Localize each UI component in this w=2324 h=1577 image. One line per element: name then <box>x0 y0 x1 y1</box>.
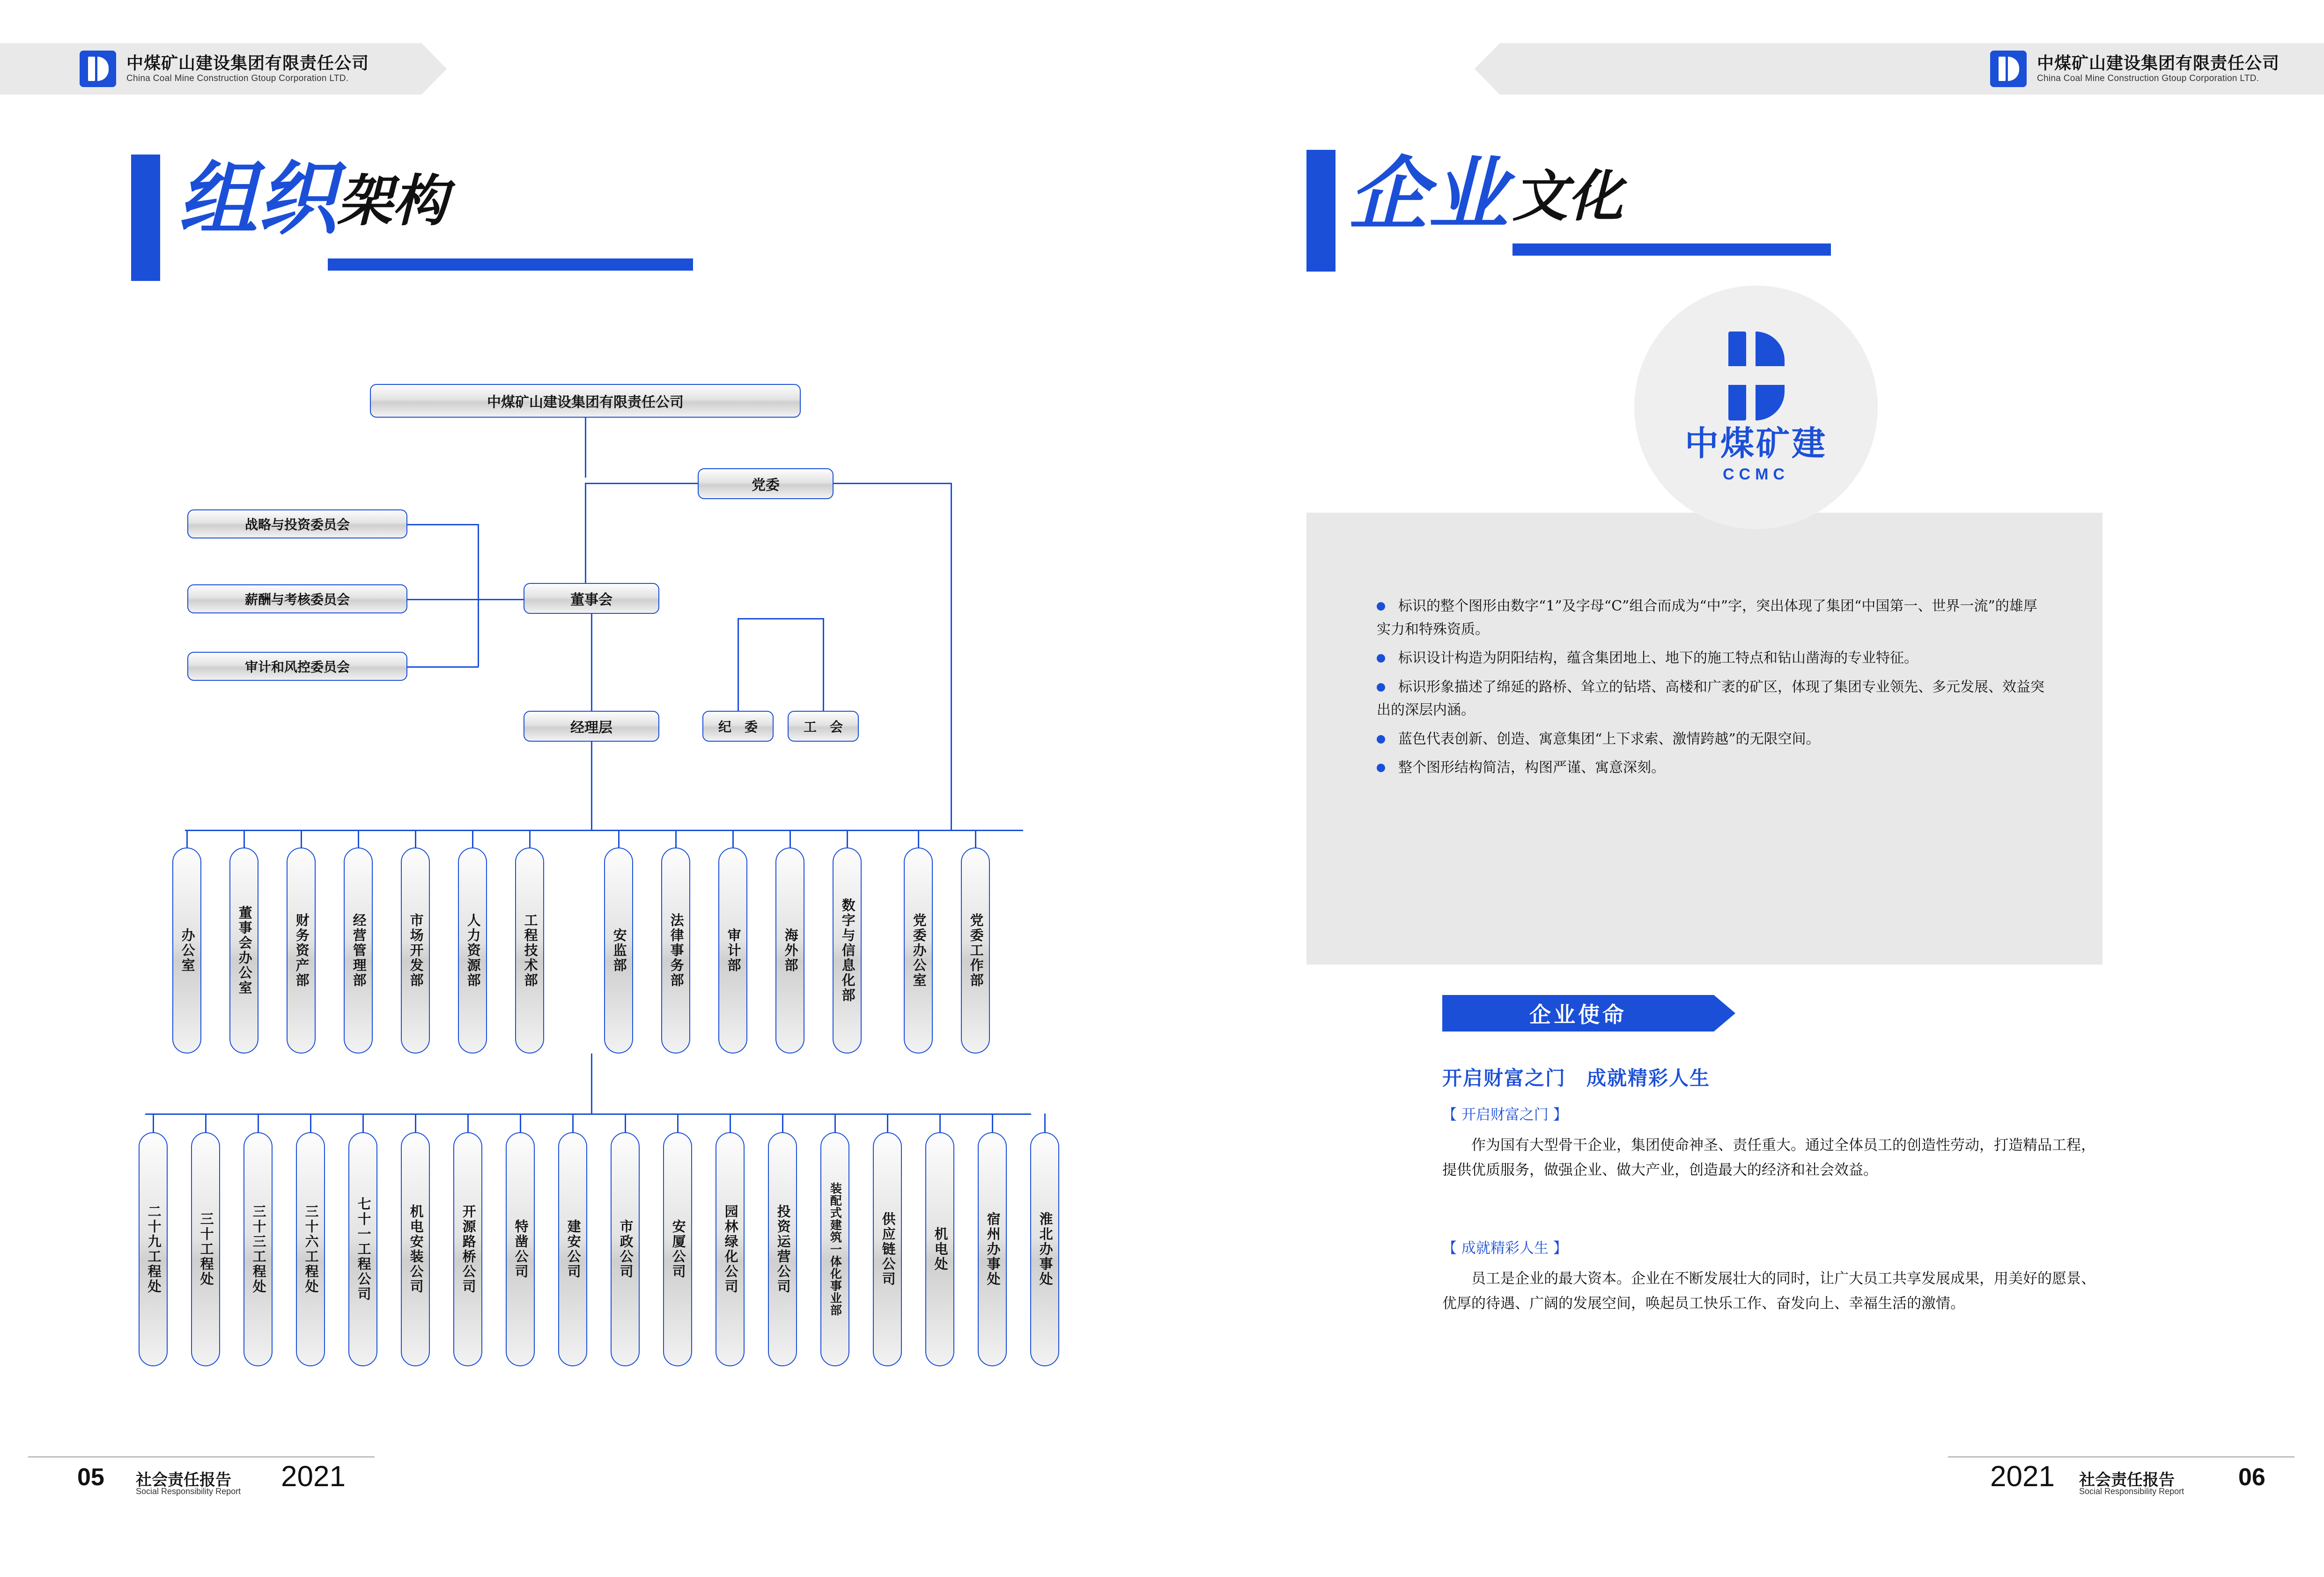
logo-explanation-text: 标识的整个图形由数字“1”及字母“C”组合而成为“中”字，突出体现了集团“中国第一、世界一流”的雄厚实力和特殊资质。 <box>1377 598 2037 638</box>
title-accent-bar <box>1306 150 1335 272</box>
logo-explanation-list <box>1377 595 2046 785</box>
org-node-dept: 数字与信息化部 <box>833 847 862 1054</box>
org-node-dept: 海外部 <box>775 847 804 1054</box>
org-node-party-committee: 党委 <box>698 468 834 499</box>
logo-explanation-text: 蓝色代表创新、创造、寓意集团“上下求索、激情跨越”的无限空间。 <box>1398 730 1820 747</box>
org-node-subsidiary: 装配式建筑一体化事业部 <box>820 1132 849 1366</box>
connector <box>585 418 586 478</box>
right-footer-report-cn: 社会责任报告 <box>2079 1471 2175 1489</box>
left-footer-rule <box>28 1456 375 1458</box>
connector <box>939 1113 941 1133</box>
connector <box>730 1113 731 1133</box>
org-node-dept: 安监部 <box>604 847 633 1054</box>
connector-row2-spine <box>145 1113 1031 1115</box>
org-node-subsidiary: 机电处 <box>925 1132 954 1366</box>
bullet-dot-icon <box>1377 683 1385 692</box>
org-node-dept: 经营管理部 <box>344 847 373 1054</box>
connector <box>415 1113 416 1133</box>
right-header-logo <box>1990 51 2280 87</box>
connector <box>467 1113 469 1133</box>
connector <box>625 1113 626 1133</box>
org-node-discipline: 纪 委 <box>702 711 774 742</box>
connector <box>675 830 677 848</box>
org-node-committee-audit: 审计和风控委员会 <box>187 652 407 681</box>
org-node-subsidiary: 市政公司 <box>611 1132 640 1366</box>
connector <box>618 830 620 848</box>
left-header-logo <box>80 51 369 87</box>
company-name-en: China Coal Mine Construction Gtoup Corporation LTD. <box>2037 73 2259 83</box>
org-node-subsidiary: 三十三工程处 <box>243 1132 273 1366</box>
connector <box>478 524 479 667</box>
org-node-subsidiary: 淮北办事处 <box>1030 1132 1059 1366</box>
mission-block1-heading: 【 开启财富之门 】 <box>1442 1106 1568 1123</box>
org-node-subsidiary: 供应链公司 <box>873 1132 902 1366</box>
org-node-dept: 审计部 <box>718 847 747 1054</box>
connector-row1-spine <box>185 830 1023 831</box>
logo-explanation-item <box>1377 676 2046 722</box>
connector <box>472 830 473 848</box>
bullet-dot-icon <box>1377 654 1385 663</box>
connector <box>834 1113 836 1133</box>
connector <box>975 830 976 848</box>
org-node-subsidiary: 安厦公司 <box>663 1132 692 1366</box>
title-sub-cn: 架构 <box>337 168 448 233</box>
org-node-dept: 人力资源部 <box>458 847 487 1054</box>
brand-name-en: CCMC <box>1723 465 1789 483</box>
left-footer-report-en: Social Responsibility Report <box>136 1487 241 1496</box>
left-page-number: 05 <box>77 1464 104 1491</box>
mission-tab-label: 企业使命 <box>1442 995 1714 1032</box>
bullet-dot-icon <box>1377 764 1385 772</box>
connector <box>520 1113 521 1133</box>
connector <box>591 742 592 831</box>
logo-explanation-item <box>1377 756 2046 780</box>
connector <box>847 830 848 848</box>
mission-block2-heading: 【 成就精彩人生 】 <box>1442 1240 1568 1257</box>
logo-explanation-text: 整个图形结构简洁，构图严谨、寓意深刻。 <box>1398 759 1665 776</box>
org-node-dept: 董事会办公室 <box>229 847 258 1054</box>
logo-explanation-text: 标识形象描述了绵延的路桥、耸立的钻塔、高楼和广袤的矿区，体现了集团专业领先、多元发展、效益突出的深层内涵。 <box>1377 678 2044 718</box>
org-node-root: 中煤矿山建设集团有限责任公司 <box>370 384 801 418</box>
org-node-committee-compensation: 薪酬与考核委员会 <box>187 584 407 613</box>
title-main-cn: 组织 <box>178 152 338 246</box>
org-node-subsidiary: 机电安装公司 <box>401 1132 430 1366</box>
company-name-cn: 中煤矿山建设集团有限责任公司 <box>126 53 369 73</box>
connector <box>358 830 359 848</box>
title-sub-cn: 文化 <box>1512 163 1623 228</box>
org-node-board: 董事会 <box>524 583 659 614</box>
brand-name-cn: 中煤矿建 <box>1684 425 1827 463</box>
org-node-subsidiary: 特凿公司 <box>506 1132 535 1366</box>
connector <box>415 830 416 848</box>
connector <box>738 618 739 711</box>
connector <box>362 1113 364 1133</box>
connector <box>887 1113 888 1133</box>
org-node-subsidiary: 七十一工程公司 <box>348 1132 377 1366</box>
org-node-dept-party-work: 党委工作部 <box>961 847 990 1054</box>
bullet-dot-icon <box>1377 735 1385 744</box>
connector <box>585 483 586 584</box>
connector <box>258 1113 259 1133</box>
ccmc-logo-icon <box>1707 332 1805 420</box>
company-name-en: China Coal Mine Construction Gtoup Corporation LTD. <box>126 73 349 83</box>
org-node-management: 经理层 <box>524 711 659 742</box>
org-node-dept-party-office: 党委办公室 <box>904 847 933 1054</box>
connector <box>591 1054 592 1114</box>
connector <box>301 830 302 848</box>
connector <box>591 614 592 711</box>
connector <box>310 1113 311 1133</box>
org-node-dept: 工程技术部 <box>515 847 544 1054</box>
org-node-subsidiary: 宿州办事处 <box>978 1132 1007 1366</box>
right-footer-rule <box>1948 1456 2294 1458</box>
org-node-dept: 法律事务部 <box>661 847 690 1054</box>
title-main-cn: 企业 <box>1349 147 1508 241</box>
org-node-subsidiary: 开源路桥公司 <box>453 1132 482 1366</box>
left-footer-year: 2021 <box>281 1460 346 1493</box>
connector <box>585 483 699 484</box>
mission-block1-text: 作为国有大型骨干企业，集团使命神圣、责任重大。通过全体员工的创造性劳动，打造精品工程，提供优质服务，做强企业、做大产业，创造最大的经济和社会效益。 <box>1442 1137 2095 1179</box>
org-node-dept: 财务资产部 <box>287 847 316 1054</box>
connector <box>782 1113 783 1133</box>
org-node-subsidiary: 园林绿化公司 <box>716 1132 745 1366</box>
title-underline <box>328 258 693 271</box>
bullet-dot-icon <box>1377 602 1385 611</box>
right-page-number: 06 <box>2238 1464 2265 1491</box>
org-node-subsidiary: 投资运营公司 <box>768 1132 797 1366</box>
org-node-subsidiary: 三十工程处 <box>191 1132 220 1366</box>
mission-block2-text: 员工是企业的最大资本。企业在不断发展壮大的同时，让广大员工共享发展成果，用美好的愿景、优厚的待遇、广阔的发展空间，唤起员工快乐工作、奋发向上、幸福生活的激情。 <box>1442 1270 2095 1312</box>
connector <box>186 830 188 848</box>
connector <box>951 483 952 830</box>
connector <box>529 830 531 848</box>
connector <box>1044 1113 1046 1133</box>
connector <box>478 599 524 600</box>
connector <box>205 1113 207 1133</box>
connector <box>789 830 791 848</box>
right-footer-report-en: Social Responsibility Report <box>2079 1487 2184 1496</box>
org-node-committee-strategy: 战略与投资委员会 <box>187 509 407 538</box>
title-underline <box>1512 243 1831 256</box>
company-logo-icon <box>80 51 116 87</box>
logo-explanation-item <box>1377 647 2046 670</box>
org-node-dept: 办公室 <box>172 847 201 1054</box>
connector <box>243 830 245 848</box>
logo-explanation-item <box>1377 595 2046 641</box>
connector <box>407 666 479 668</box>
mission-slogan: 开启财富之门 成就精彩人生 <box>1442 1067 1711 1090</box>
connector <box>732 830 734 848</box>
connector <box>572 1113 574 1133</box>
connector <box>677 1113 679 1133</box>
org-node-subsidiary: 三十六工程处 <box>296 1132 325 1366</box>
connector <box>407 599 479 600</box>
connector <box>153 1113 154 1133</box>
org-node-subsidiary: 二十九工程处 <box>139 1132 168 1366</box>
connector <box>918 830 919 848</box>
title-accent-bar <box>131 155 160 281</box>
org-node-union: 工 会 <box>788 711 859 742</box>
connector <box>738 618 824 619</box>
company-logo-icon <box>1990 51 2027 87</box>
logo-explanation-item <box>1377 728 2046 751</box>
company-name-cn: 中煤矿山建设集团有限责任公司 <box>2037 53 2280 73</box>
brand-circle-logo <box>1634 286 1878 529</box>
org-node-dept: 市场开发部 <box>401 847 430 1054</box>
connector <box>823 618 824 711</box>
connector <box>992 1113 993 1133</box>
right-footer-year: 2021 <box>1990 1460 2055 1493</box>
org-node-subsidiary: 建安公司 <box>558 1132 587 1366</box>
left-footer-report-cn: 社会责任报告 <box>136 1471 231 1489</box>
connector <box>407 524 479 525</box>
connector <box>833 483 952 484</box>
logo-explanation-text: 标识设计构造为阴阳结构，蕴含集团地上、地下的施工特点和钻山凿海的专业特征。 <box>1398 650 1918 666</box>
